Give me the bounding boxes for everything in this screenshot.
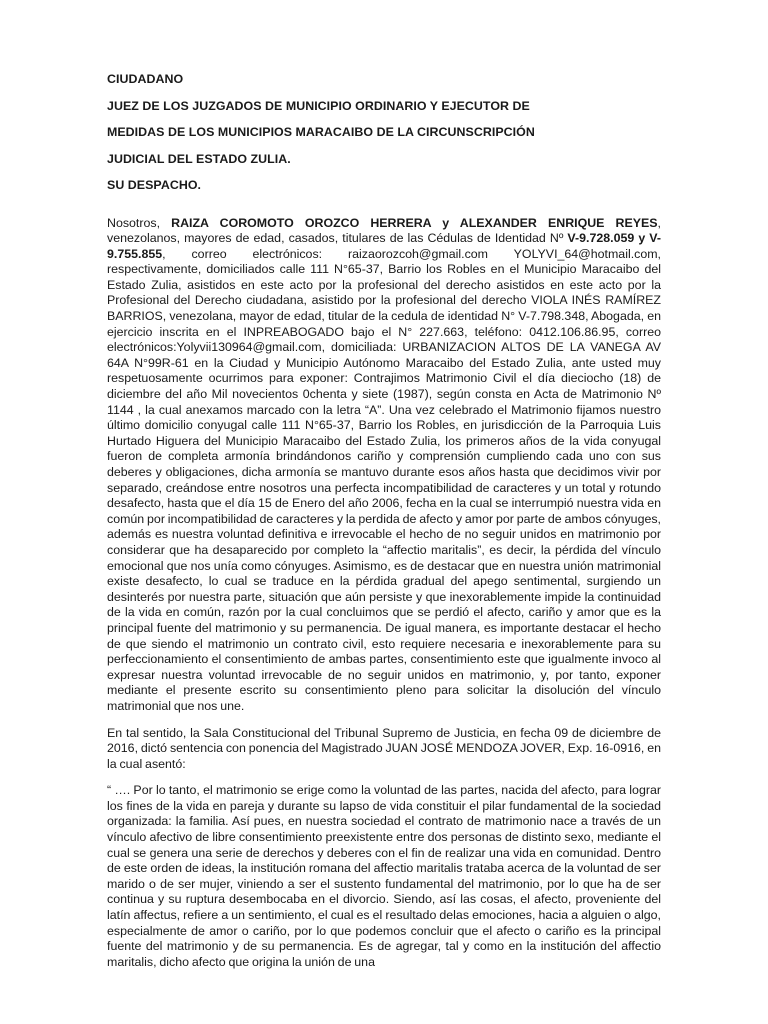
heading-line-4: JUDICIAL DEL ESTADO ZULIA. [107,151,291,166]
paragraph-rest: , correo electrónicos: raizaorozcoh@gmail.com YOLYVI_64@hotmail.com, respectivamente, domiciliados calle 111 N°65-37, Barrio los Robles en el Municipio Maracaibo del Estado Zulia, asistidos en este acto por la profesional del derecho asistidos en este acto por la Profesional del Derecho ciudadana, asistido por la profesional del derecho VIOLA INÉS RAMÍREZ BARRIOS, venezolana, mayor de edad, titular de la cedula de identidad N° V-7.798.348, Abogada, en ejercicio inscrita en el INPREABOGADO bajo el N° 227.663, teléfono: 0412.106.86.95, correo electrónicos:Yolyvii130964@gmail.com, domiciliada: URBANIZACION ALTOS DE LA VANEGA AV 64A N°99R-61 en la Ciudad y Municipio Autónomo Maracaibo del Estado Zulia, ante usted muy respetuosamente ocurrimos para exponer: Contrajimos Matrimonio Civil el día dieciocho (18) de diciembre del año Mil novecientos 0chenta y siete (1987), según consta en Acta de Matrimonio Nº 1144 , la cual anexamos marcado con la letra “A”. Una vez celebrado el Matrimonio fijamos nuestro último domicilio conyugal calle 111 N°65-37, Barrio los Robles, en jurisdicción de la Parroquia Luis Hurtado Higuera del Municipio Maracaibo del Estado Zulia, los primeros años de la vida conyugal fueron de completa armonía brindándonos cariño y comprensión cumpliendo cada uno con sus deberes y obligaciones, dicha armonía se mantuvo durante esos años hasta que decidimos vivir por separado, creándose entre nosotros una perfecta incompatibilidad de caracteres y un total y rotundo desafecto, hasta que el día 15 de Enero del año 2006, fecha en la cual se interrumpió nuestra vida en común por incompatibilidad de caracteres y la perdida de afecto y amor por parte de ambos cónyuges, además es nuestra voluntad definitiva e irrevocable el hecho de no seguir unidos en matrimonio por considerar que ha desaparecido por completo la “affectio maritalis”, es decir, la pérdida del vínculo emocional que nos unía como cónyuges. Asimismo, es de destacar que en nuestra unión matrimonial existe desafecto, lo cual se traduce en la pérdida gradual del apego sentimental, surgiendo un desinterés por nuestra parte, situación que aún persiste y que inexorablemente impide la continuidad de la vida en común, razón por la cual concluimos que se perdió el afecto, cariño y amor que es la principal fuente del matrimonio y su permanencia. De igual manera, es importante destacar el hecho de que siendo el matrimonio un contrato civil, esto requiere necesaria e inexorablemente para su perfeccionamiento el consentimiento de ambas partes, consentimiento este que igualmente invoco al expresar nuestra voluntad irrevocable de no seguir unidos en matrimonio, y, por tanto, exponer mediante el presente escrito su consentimiento pleno para solicitar la disolución del vínculo matrimonial que nos une. [107,246,661,713]
petitioner-names: RAIZA COROMOTO OROZCO HERRERA y ALEXANDER ENRIQUE REYES [171,215,658,230]
heading-line-1: CIUDADANO [107,72,184,86]
heading-line-3: MEDIDAS DE LOS MUNICIPIOS MARACAIBO DE LA CIRCUNSCRIPCIÓN [107,125,535,139]
paragraph-after-names: , venezolanos, mayores de edad, casados, titulares de las Cédulas de Identidad Nº [107,215,661,246]
petitioner-ids: V-9.728.059 y V-9.755.855 [107,231,661,261]
paragraph-intro: Nosotros, [107,215,172,230]
paragraph-petition [107,216,661,715]
heading-line-2: JUEZ DE LOS JUZGADOS DE MUNICIPIO ORDINARIO Y EJECUTOR DE [107,98,530,113]
paragraph-quotation: “ …. Por lo tanto, el matrimonio se erige como la voluntad de las partes, nacida del afecto, para lograr los fines de la vida en pareja y durante su lapso de vida constituir el pilar fundamental de la sociedad organizada: la familia. Así pues, en nuestra sociedad el contrato de matrimonio nace a través de un vínculo afectivo de libre consentimiento preexistente entre dos personas de distinto sexo, mediante el cual se genera una serie de derechos y deberes con el fin de realizar una vida en comunidad. Dentro de este orden de ideas, la institución romana del affectio maritalis trataba acerca de la voluntad de ser marido o de ser mujer, viniendo a ser el sustento fundamental del matrimonio, por lo que ha de ser continua y su ruptura desembocaba en el divorcio. Siendo, así las cosas, el afecto, proveniente del latín affectus, refiere a un sentimiento, el cual es el resultado delas emociones, hacia a alguien o algo, especialmente de amor o cariño, por lo que podemos concluir que el afecto o cariño es la principal fuente del matrimonio y de su permanencia. Es de agregar, tal y como en la institución del affectio maritalis, dicho afecto que origina la unión de una [107,783,661,969]
heading-line-5: SU DESPACHO. [107,178,202,192]
addressee-heading [107,66,661,199]
document-page [107,66,661,970]
paragraph-jurisprudence: En tal sentido, la Sala Constitucional del Tribunal Supremo de Justicia, en fecha 09 de diciembre de 2016, dictó sentencia con ponencia del Magistrado JUAN JOSÉ MENDOZA JOVER, Exp. 16-0916, en la cual asentó: [107,725,661,771]
